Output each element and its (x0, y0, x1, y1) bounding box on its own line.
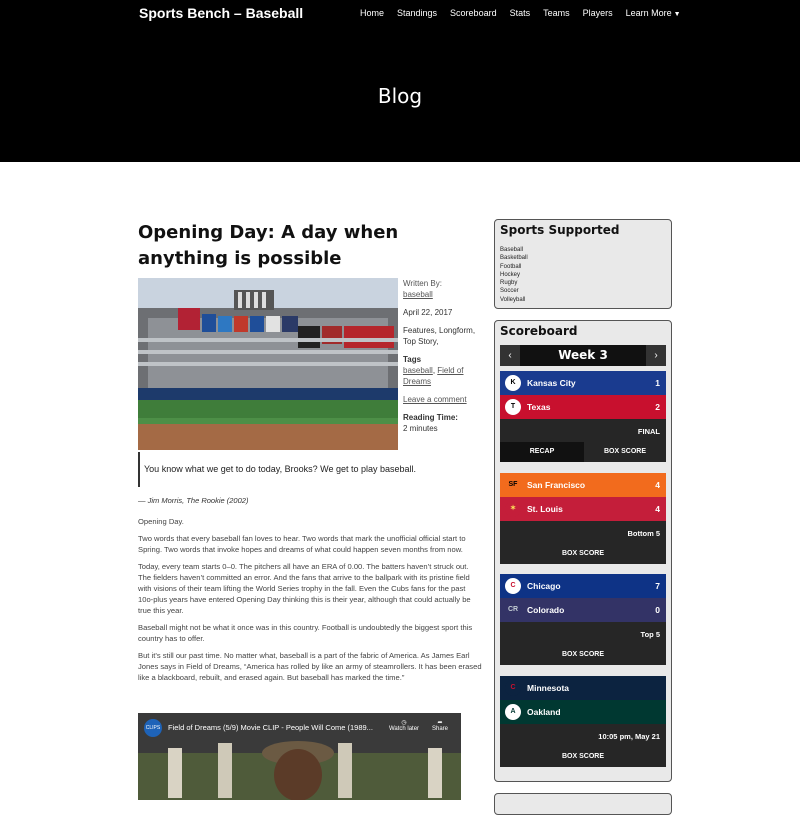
team-name: Kansas City (527, 378, 576, 388)
reading-time-value: 2 minutes (403, 424, 438, 433)
list-item: Volleyball (500, 296, 526, 303)
team-score: 4 (655, 504, 660, 514)
team-name: Minnesota (527, 683, 570, 693)
quote-citation: — Jim Morris, The Rookie (2002) (138, 496, 249, 505)
share-label: Share (431, 726, 448, 732)
game-links (500, 747, 666, 767)
team-name: St. Louis (527, 504, 563, 514)
box-score-link[interactable]: BOX SCORE (561, 550, 604, 557)
team-logo-icon: K (505, 375, 521, 391)
team-score: 1 (655, 378, 660, 388)
team-row-away (500, 473, 666, 497)
site-brand[interactable]: Sports Bench – Baseball (139, 5, 304, 21)
game-card (500, 676, 666, 767)
nav-learn-more-label: Learn More (625, 8, 672, 18)
tag-link-baseball[interactable]: baseball (403, 366, 433, 375)
game-links (500, 442, 666, 462)
team-name: San Francisco (527, 480, 586, 490)
nav-players[interactable]: Players (582, 8, 613, 18)
game-status (500, 622, 666, 645)
article-title: Opening Day: A day when anything is possible (138, 222, 399, 269)
team-row-away (500, 676, 666, 700)
nav-teams[interactable]: Teams (543, 8, 570, 18)
leave-comment-link[interactable]: Leave a comment (403, 395, 467, 404)
post-categories: Features, Longform, Top Story, (403, 326, 476, 346)
video-embed[interactable] (138, 713, 461, 800)
paragraph: Today, every team starts 0–0. The pitchers all have an ERA of 0.00. The batters haven’t struck out. The fielders haven’t committed an error. And the fans that arrive to the ballpark with its pristine field with visions of their team lifting the World Series trophy in the fall. Even the Cubs fans for the past 10o-plus years have entered Opening Day thinking this is their year, although that could actually be true this year. (138, 562, 471, 615)
team-logo-icon: SF (505, 477, 521, 493)
written-by-label: Written By: (403, 279, 442, 288)
team-name: Texas (527, 402, 551, 412)
team-score: 4 (655, 480, 660, 490)
week-label: Week 3 (558, 348, 608, 362)
list-item: Football (500, 263, 522, 270)
team-row-home (500, 598, 666, 622)
team-row-away (500, 574, 666, 598)
blockquote-text: You know what we get to do today, Brooks? We get to play baseball. (144, 464, 417, 474)
game-card (500, 574, 666, 665)
team-row-home (500, 497, 666, 521)
box-score-link[interactable]: BOX SCORE (603, 448, 646, 455)
next-sidebar-widget (494, 793, 672, 815)
site-header (0, 0, 800, 162)
chevron-right-icon[interactable]: › (646, 345, 666, 366)
nav-stats[interactable]: Stats (509, 8, 531, 18)
list-item: Soccer (500, 288, 519, 295)
watch-later-button[interactable] (386, 719, 422, 732)
stadium-image (138, 278, 398, 450)
tag-link-field-of-dreams[interactable]: Field of Dreams (403, 366, 464, 386)
post-date: April 22, 2017 (403, 308, 453, 317)
nav-scoreboard[interactable]: Scoreboard (450, 8, 497, 18)
watch-later-label: Watch later (388, 726, 420, 732)
chevron-left-icon[interactable]: ‹ (500, 345, 520, 366)
team-logo-icon: A (505, 704, 521, 720)
tags-label: Tags (403, 355, 422, 364)
game-links (500, 544, 666, 564)
sports-supported-widget (494, 219, 672, 309)
widget-title: Scoreboard (500, 324, 578, 338)
team-row-away (500, 371, 666, 395)
game-status (500, 521, 666, 544)
game-status (500, 724, 666, 747)
game-card (500, 473, 666, 564)
scoreboard-widget (494, 320, 672, 782)
team-logo-icon: ✶ (505, 501, 521, 517)
nav-standings[interactable]: Standings (397, 8, 438, 18)
game-status-text: Bottom 5 (627, 529, 660, 538)
reading-time-label: Reading Time: (403, 413, 458, 422)
list-item: Baseball (500, 247, 524, 253)
team-score: 7 (655, 581, 660, 591)
team-name: Oakland (527, 707, 561, 717)
main-nav (360, 8, 681, 18)
share-button[interactable] (422, 719, 458, 732)
article-meta: Written By: baseball April 22, 2017 Features, Longform, Top Story, Tags baseball, Field of Dreams Leave a comment Reading Time: 2 minutes (403, 278, 483, 441)
paragraph: Two words that every baseball fan loves to hear. Two words that mark the unofficial official start to Spring. Two words that invoke hopes and dreams of what could happen seven months from now. (138, 534, 466, 554)
share-icon: ➦ (437, 720, 443, 726)
article-body (138, 516, 482, 689)
team-logo-icon: T (505, 399, 521, 415)
team-logo-icon: C (505, 578, 521, 594)
game-card (500, 371, 666, 462)
paragraph: Baseball might not be what it once was in this country. Football is undoubtedly the biggest sport this country has to offer. (138, 623, 473, 643)
team-logo-icon: C (505, 680, 521, 696)
sports-list (500, 246, 528, 304)
widget-title: Sports Supported (500, 223, 620, 237)
channel-logo-icon[interactable]: CLIPS (144, 719, 162, 737)
team-row-home (500, 395, 666, 419)
clock-icon: ◷ (401, 720, 407, 726)
list-item: Basketball (500, 255, 528, 262)
game-links (500, 645, 666, 665)
team-name: Chicago (527, 581, 561, 591)
game-status-text: Top 5 (640, 630, 660, 639)
chevron-down-icon: ▼ (673, 11, 681, 18)
game-status-text: 10:05 pm, May 21 (598, 732, 660, 741)
list-item: Hockey (500, 271, 521, 278)
box-score-link[interactable]: BOX SCORE (561, 753, 604, 760)
game-status-text: FINAL (637, 427, 660, 436)
week-selector (500, 345, 666, 366)
blockquote-border (138, 452, 140, 487)
recap-link[interactable]: RECAP (500, 442, 584, 462)
paragraph: But it’s still our past time. No matter what, baseball is a part of the fabric of America. As James Earl Jones says in Field of Dreams, “America has rolled by like an army of steamrollers. It has been erased like a blackboard, rebuilt, and erased again. But baseball has marked the time.” (138, 651, 482, 682)
stadium-illustration (138, 278, 398, 450)
video-title[interactable]: Field of Dreams (5/9) Movie CLIP - People Will Come (1989... (168, 723, 373, 732)
author-link[interactable]: baseball (403, 290, 433, 299)
list-item: Rugby (500, 280, 518, 287)
team-score: 0 (655, 605, 660, 615)
nav-learn-more[interactable] (626, 8, 681, 18)
team-name: Colorado (527, 605, 565, 615)
team-logo-icon: CR (505, 602, 521, 618)
box-score-link[interactable]: BOX SCORE (561, 651, 604, 658)
game-status (500, 419, 666, 442)
paragraph: Opening Day. (138, 517, 184, 526)
page-title: Blog (377, 84, 423, 108)
team-row-home (500, 700, 666, 724)
team-score: 2 (655, 402, 660, 412)
nav-home[interactable]: Home (360, 8, 385, 18)
